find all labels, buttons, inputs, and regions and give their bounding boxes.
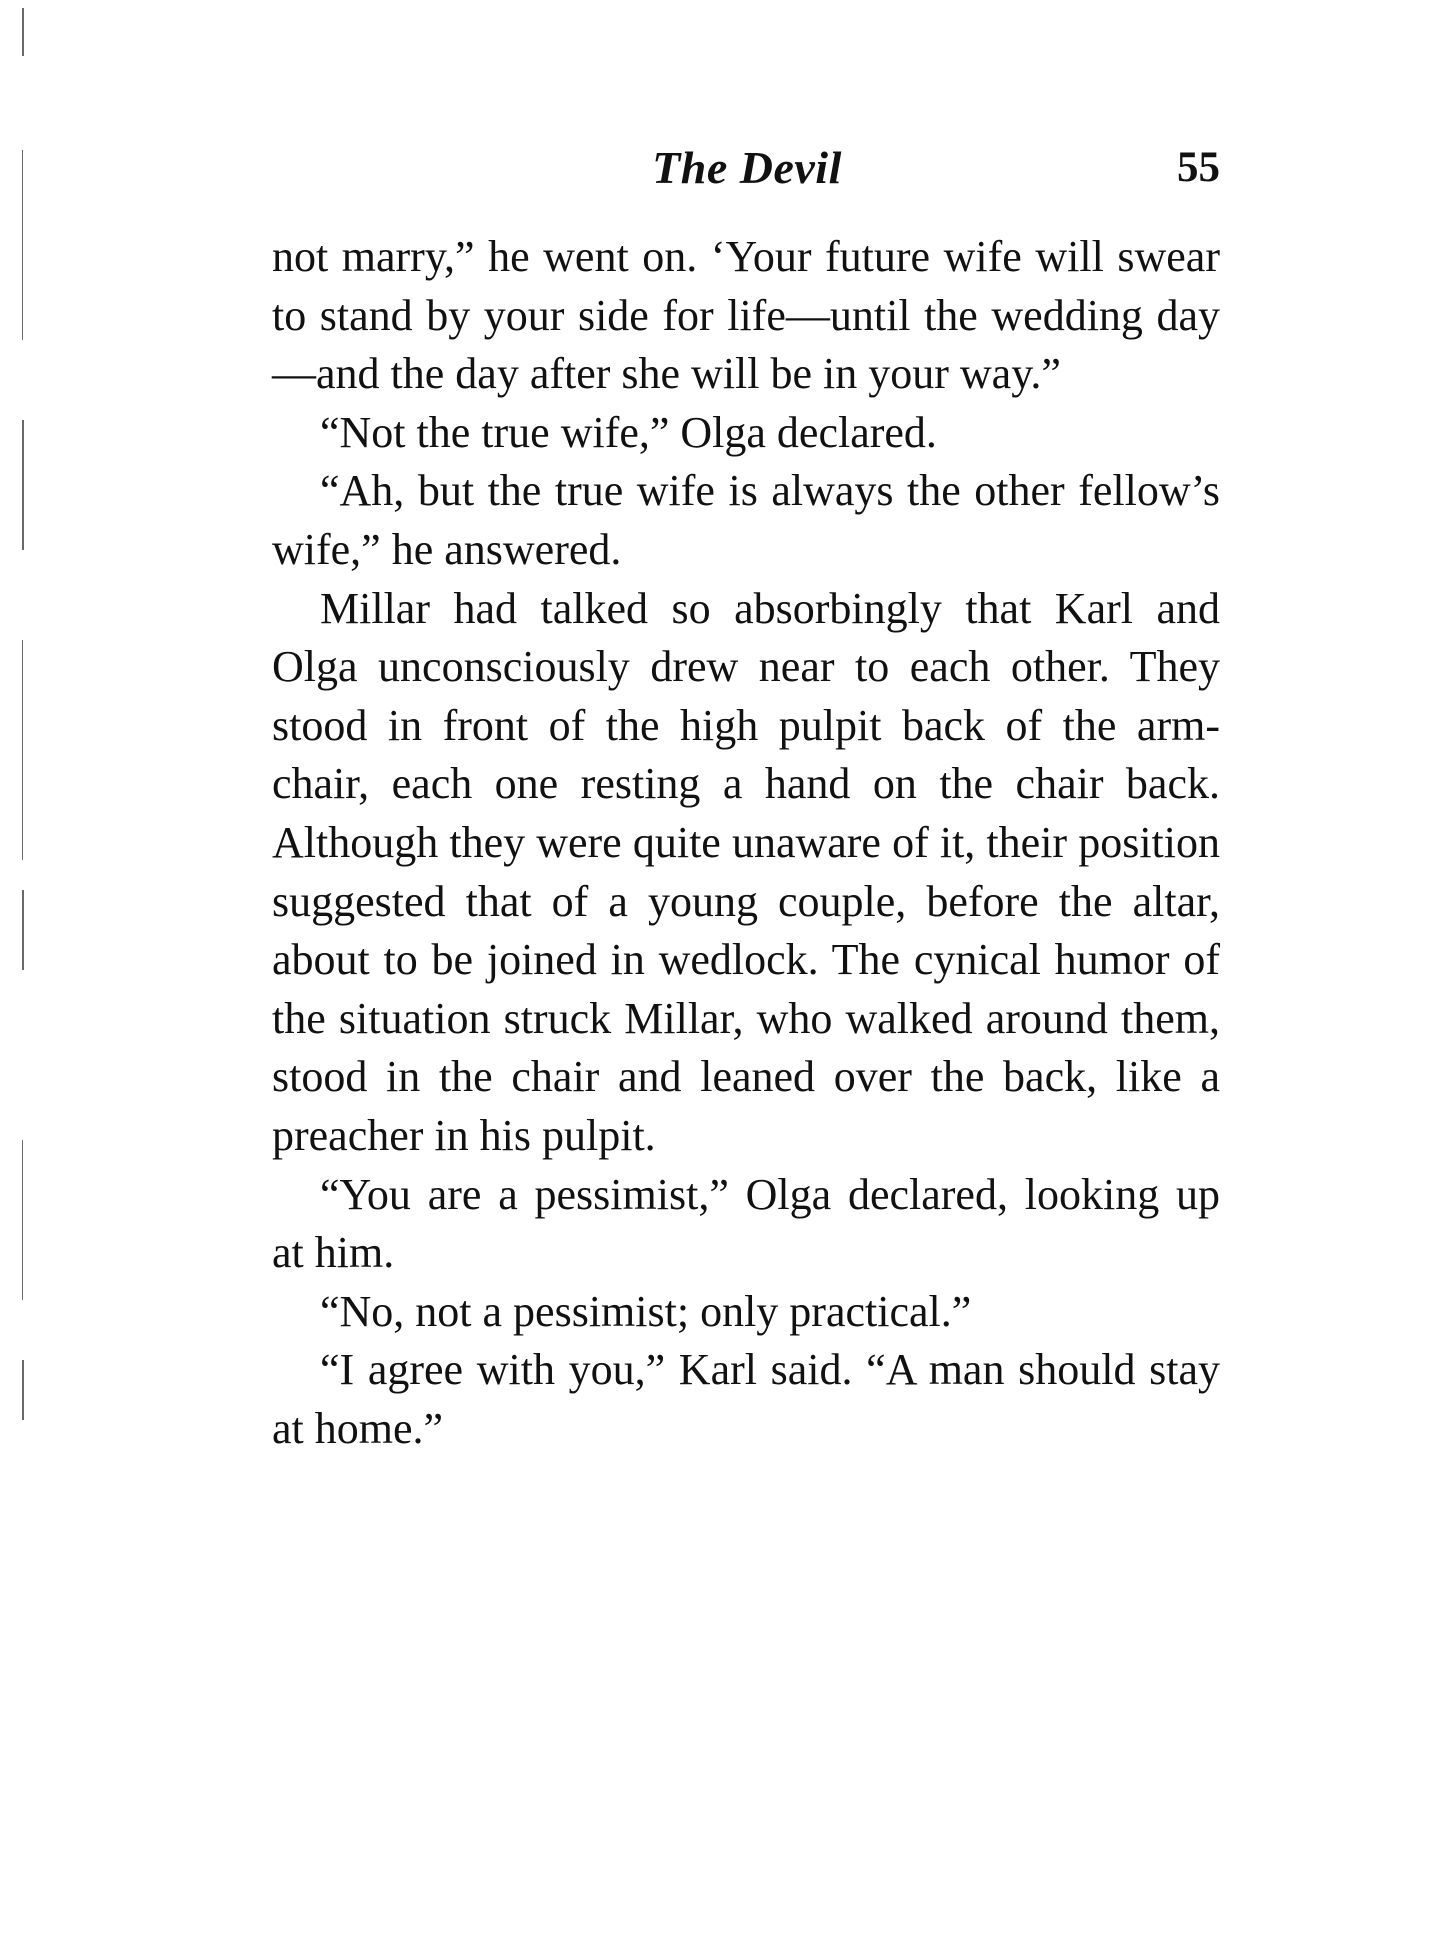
page-number: 55 — [1177, 144, 1220, 191]
page-header — [272, 140, 1222, 196]
scan-edge-mark — [22, 420, 24, 550]
scan-edge-mark — [22, 1140, 23, 1300]
scan-edge-mark — [22, 1360, 24, 1420]
paragraph: “Not the true wife,” Olga declared. — [320, 407, 937, 457]
scan-edge-mark — [22, 890, 24, 970]
scan-edge-mark — [22, 640, 23, 860]
paragraph: Millar had talked so absorbingly that Karl and Olga unconsciously drew near to each other. They stood in front of the high pulpit back of the arm-chair, each one resting a hand on the chair back. Although they were quite unaware of it, their position suggested that of a young couple, before the altar, about to be joined in wedlock. The cynical humor of the situation struck Millar, who walked around them, stood in the chair and leaned over the back, like a preacher in his pulpit. — [272, 583, 1220, 1160]
paragraph: “You are a pessimist,” Olga declared, looking up at him. — [272, 1169, 1220, 1278]
paragraph: “No, not a pessimist; only practical.” — [320, 1286, 972, 1336]
running-title: The Devil — [652, 142, 842, 193]
scan-edge-mark — [22, 150, 23, 340]
paragraph: “Ah, but the true wife is always the other fellow’s wife,” he answered. — [272, 466, 1220, 574]
scan-edge-mark — [22, 8, 24, 56]
page-body — [272, 228, 1220, 1458]
paragraph: not marry,” he went on. ‘Your future wife will swear to stand by your side for life—until the wedding day—and the day after she will be in your way.” — [272, 232, 1220, 399]
paragraph: “I agree with you,” Karl said. “A man should stay at home.” — [272, 1345, 1220, 1453]
